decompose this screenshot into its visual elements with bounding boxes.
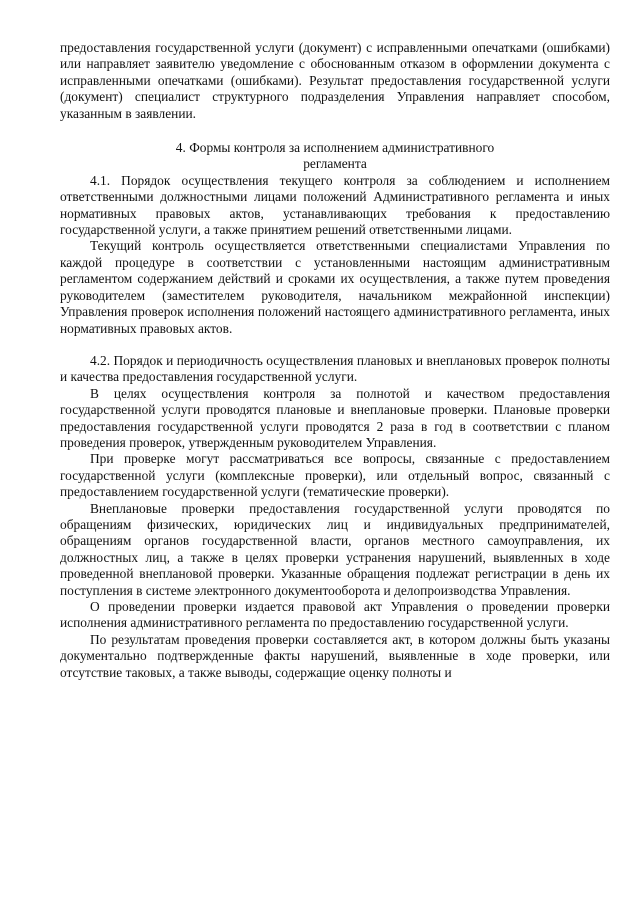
paragraph-continuation: предоставления государственной услуги (документ) с исправленными опечатками (ошибками) или направляет заявителю уведомление с обоснованным отказом в оформлении документа с исправленными опечатками (ошибками). Результат предоставления государственной услуги (документ) специалист структурного подразделения Управления направляет способом, указанным в заявлении. (60, 40, 610, 121)
document-page (60, 40, 610, 681)
paragraph-check-scope: При проверке могут рассматриваться все вопросы, связанные с предоставлением государственной услуги (комплексные проверки), или отдельный вопрос, связанный с предоставлением государственной услуги (тематические проверки). (60, 451, 610, 500)
section-heading-line-2: регламента (303, 156, 367, 172)
section-heading (60, 140, 610, 173)
paragraph-current-control: Текущий контроль осуществляется ответственными специалистами Управления по каждой процедуре в соответствии с установленными настоящим административным регламентом содержанием действий и сроками их осуществления, а также путем проведения руководителем (заместителем руководителя, начальником межрайонной инспекции) Управления проверок исполнения положений настоящего административного регламента, иных нормативных правовых актов. (60, 238, 610, 336)
section-heading-line-1: 4. Формы контроля за исполнением административного (175, 140, 495, 156)
paragraph-check-results: По результатам проведения проверки составляется акт, в котором должны быть указаны документально подтвержденные факты нарушений, выявленные в ходе проверки, или отсутствие таковых, а также выводы, содержащие оценку полноты и (60, 631, 610, 680)
paragraph-check-order: О проведении проверки издается правовой акт Управления о проведении проверки исполнения административного регламента по предоставлению государственной услуги. (60, 599, 610, 631)
paragraph-4-1: 4.1. Порядок осуществления текущего контроля за соблюдением и исполнением ответственными должностными лицами положений Административного регламента и иных нормативных правовых актов, устанавливающих требования к предоставлению государственной услуги, а также принятием решений ответственными лицами. (60, 172, 610, 238)
paragraph-planned-checks: В целях осуществления контроля за полнотой и качеством предоставления государственной услуги проводятся плановые и внеплановые проверки. Плановые проверки предоставления государственной услуги проводятся 2 раза в год в соответствии с планом проведения проверок, утвержденным руководителем Управления. (60, 385, 610, 450)
paragraph-unplanned-checks: Внеплановые проверки предоставления государственной услуги проводятся по обращениям физических, юридических лиц и индивидуальных предпринимателей, обращениям органов государственной власти, органов местного самоуправления, их должностных лиц, а также в целях проверки устранения нарушений, выявленных в ходе проведенной внеплановой проверки. Указанные обращения подлежат регистрации в день их поступления в системе электронного документооборота и делопроизводства Управления. (60, 500, 610, 598)
paragraph-4-2: 4.2. Порядок и периодичность осуществления плановых и внеплановых проверок полноты и качества предоставления государственной услуги. (60, 352, 610, 385)
